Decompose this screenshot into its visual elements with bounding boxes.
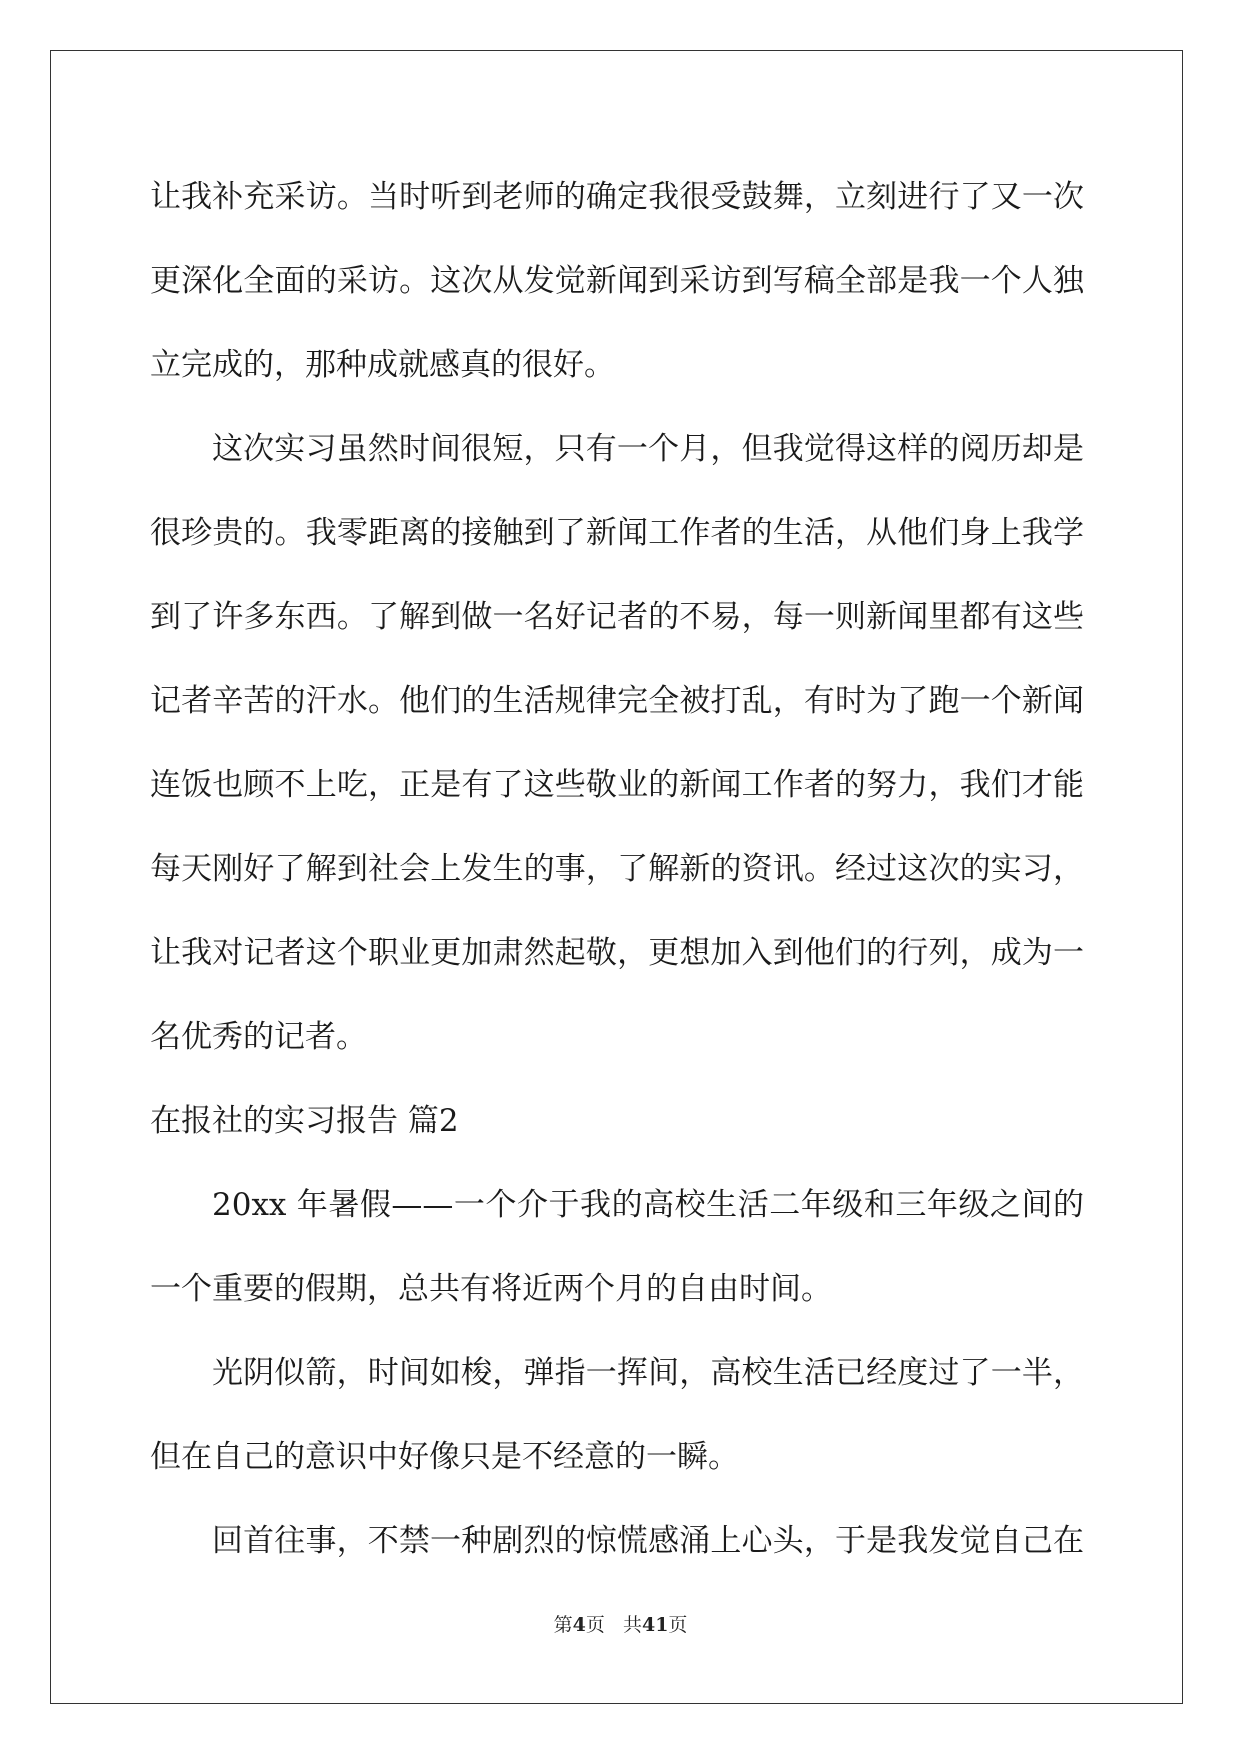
text-line: 让我对记者这个职业更加肃然起敬，更想加入到他们的行列，成为一 bbox=[150, 935, 1084, 971]
page-number: 4 bbox=[572, 1614, 586, 1636]
paragraph-start-line: 20xx 年暑假——一个介于我的高校生活二年级和三年级之间的 bbox=[212, 1187, 1084, 1223]
text-line: 很珍贵的。我零距离的接触到了新闻工作者的生活，从他们身上我学 bbox=[150, 515, 1084, 551]
text-line: 每天刚好了解到社会上发生的事，了解新的资讯。经过这次的实习， bbox=[150, 851, 1084, 887]
paragraph-start-line: 这次实习虽然时间很短，只有一个月，但我觉得这样的阅历却是 bbox=[212, 431, 1084, 467]
text-line: 连饭也顾不上吃，正是有了这些敬业的新闻工作者的努力，我们才能 bbox=[150, 767, 1084, 803]
section-heading: 在报社的实习报告 篇2 bbox=[150, 1103, 459, 1139]
text-line: 到了许多东西。了解到做一名好记者的不易，每一则新闻里都有这些 bbox=[150, 599, 1084, 635]
document-body bbox=[150, 155, 1084, 1583]
paragraph-start-line: 光阴似箭，时间如梭，弹指一挥间，高校生活已经度过了一半， bbox=[212, 1355, 1084, 1391]
total-prefix: 共 bbox=[622, 1614, 642, 1636]
text-line: 名优秀的记者。 bbox=[150, 1019, 367, 1055]
page-prefix: 第 bbox=[553, 1614, 573, 1636]
paragraph-start-line: 回首往事，不禁一种剧烈的惊慌感涌上心头，于是我发觉自己在 bbox=[212, 1523, 1084, 1559]
text-line: 一个重要的假期，总共有将近两个月的自由时间。 bbox=[150, 1271, 832, 1307]
text-line: 记者辛苦的汗水。他们的生活规律完全被打乱，有时为了跑一个新闻 bbox=[150, 683, 1084, 719]
text-line: 立完成的，那种成就感真的很好。 bbox=[150, 347, 615, 383]
text-line: 让我补充采访。当时听到老师的确定我很受鼓舞，立刻进行了又一次 bbox=[150, 179, 1084, 215]
text-line: 更深化全面的采访。这次从发觉新闻到采访到写稿全部是我一个人独 bbox=[150, 263, 1084, 299]
text-line: 但在自己的意识中好像只是不经意的一瞬。 bbox=[150, 1439, 739, 1475]
page-suffix: 页 bbox=[585, 1614, 605, 1636]
page-footer bbox=[0, 1610, 1241, 1637]
total-pages: 41 bbox=[641, 1614, 669, 1636]
total-suffix: 页 bbox=[668, 1614, 688, 1636]
